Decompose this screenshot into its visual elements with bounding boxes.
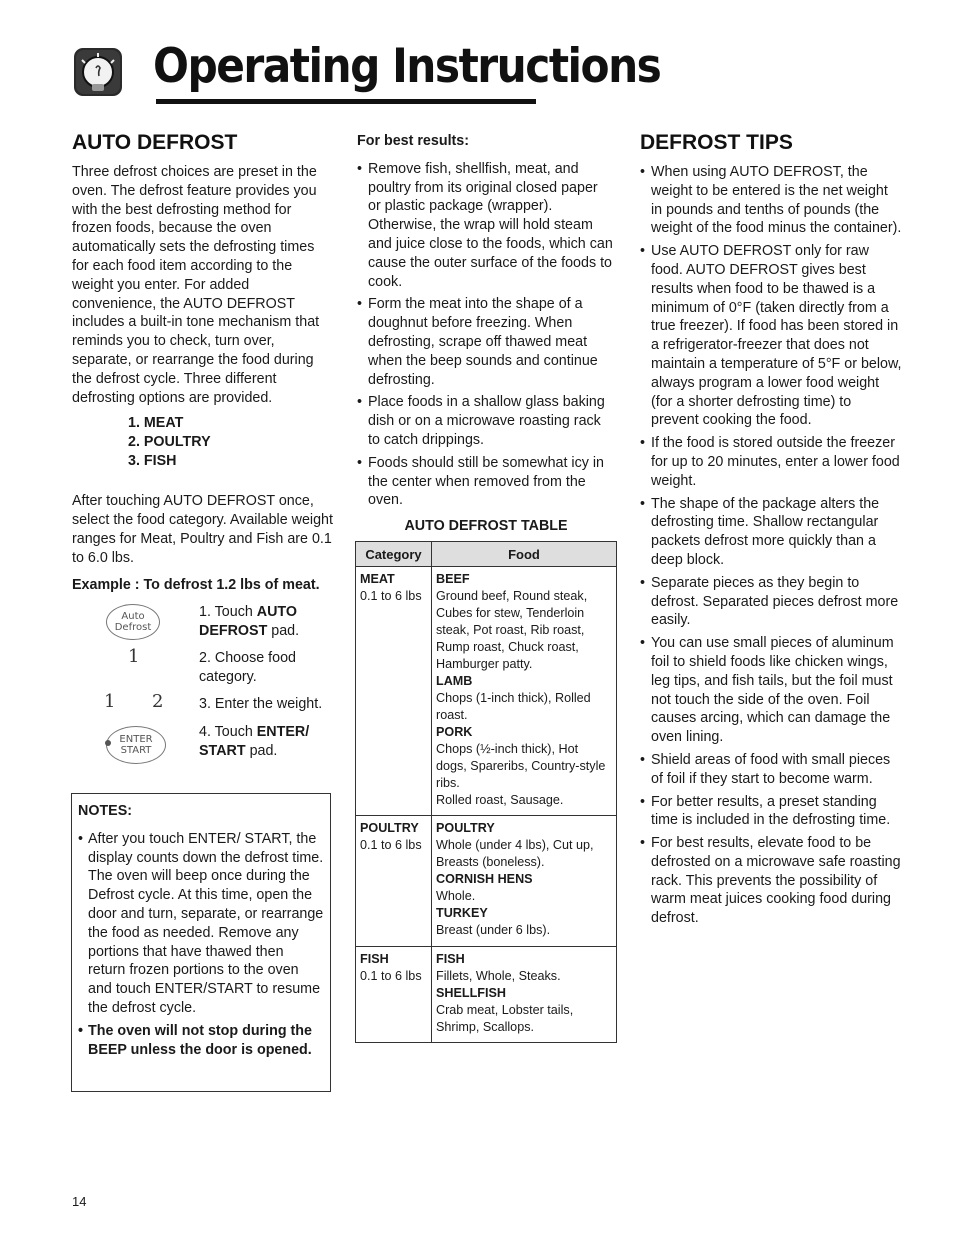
step-1-pad-name: AUTO DEFROST: [199, 604, 298, 639]
column-header-food: Food: [432, 542, 617, 567]
notes-box: [71, 793, 331, 1092]
step-3: 3. Enter the weight.: [199, 696, 323, 712]
food-cell: [432, 567, 617, 816]
number-key-1-icon: 1: [104, 691, 116, 712]
pad-label-line2: Defrost: [114, 622, 152, 633]
notes-list: [78, 830, 324, 1060]
food-items: Chops (½-inch thick), Hot dogs, Spareribs, Country-style ribs.: [436, 742, 606, 790]
best-results-section: [357, 132, 613, 514]
food-group: CORNISH HENS: [436, 872, 533, 886]
food-group: TURKEY: [436, 906, 488, 920]
food-items: Chops (1-inch thick), Rolled roast.: [436, 691, 591, 722]
category-cell: [356, 567, 432, 816]
list-item: • Separate pieces as they begin to defrost. Separated pieces defrost more easily.: [640, 574, 902, 630]
food-group: BEEF: [436, 572, 470, 586]
pad-label-line1: ENTER: [119, 734, 153, 745]
list-item: • Form the meat into the shape of a doughnut before freezing. When defrosting, scrape off thawed meat when the beep sounds and continue defrosting.: [357, 295, 613, 389]
category-meat: 1. MEAT: [128, 415, 184, 432]
table-title: AUTO DEFROST TABLE: [404, 518, 568, 534]
list-item: • If the food is stored outside the freezer for up to 20 minutes, enter a lower food weight.: [640, 434, 902, 490]
category-range: 0.1 to 6 lbs: [360, 969, 422, 983]
step-1-text: 1. Touch: [199, 604, 257, 620]
note-item: • After you touch ENTER/ START, the display counts down the defrost time. The oven will beep once during the Defrost cycle. At this time, open the door and turn, separate, or rearrange the food as needed. Remove any portions that have thawed then return frozen portions to the oven and touch ENTER/START to resume the defrost cycle.: [78, 830, 324, 1018]
category-range: 0.1 to 6 lbs: [360, 589, 422, 603]
step-4-text: 4. Touch: [199, 724, 257, 740]
best-results-heading: For best results:: [357, 133, 470, 149]
best-results-list: [357, 160, 613, 510]
auto-defrost-pad-icon: [106, 604, 160, 640]
category-name: FISH: [360, 952, 389, 966]
table-row: [356, 816, 617, 947]
food-items: Fillets, Whole, Steaks.: [436, 969, 561, 983]
category-range: 0.1 to 6 lbs: [360, 838, 422, 852]
page-title: Operating Instructions: [153, 39, 661, 94]
pad-label-line1: Auto: [121, 611, 145, 622]
title-underline: [156, 99, 536, 104]
food-cell: [432, 816, 617, 947]
pad-label-line2: START: [120, 745, 152, 756]
food-items: Whole.: [436, 889, 476, 903]
list-item: • The shape of the package alters the defrosting time. Shallow rectangular packets defrost more quickly than a deep block.: [640, 495, 902, 570]
food-items: Whole (under 4 lbs), Cut up, Breasts (boneless).: [436, 838, 594, 869]
timer-bulb-icon: [72, 46, 124, 98]
list-item: • Foods should still be somewhat icy in the center when removed from the oven.: [357, 454, 613, 510]
auto-defrost-section: [72, 130, 334, 594]
auto-defrost-intro: Three defrost choices are preset in the oven. The defrost feature provides you with the best defrosting method for frozen foods, because the oven automatically sets the defrosting times for each food item according to the weight you enter. For added convenience, the AUTO DEFROST includes a built-in tone mechanism that reminds you to check, turn over, separate, or rearrange the food during the defrost cycle. Three different defrosting options are provided.: [72, 164, 320, 406]
food-items: Ground beef, Round steak, Cubes for stew, Tenderloin steak, Pot roast, Rib roast, Rump roast, Chuck roast, Hamburger patty.: [436, 589, 588, 671]
page-number: 14: [72, 1194, 87, 1209]
food-items: Breast (under 6 lbs).: [436, 923, 551, 937]
defrost-category-list: [128, 414, 334, 471]
step-4-pad-name: ENTER/ START: [199, 724, 310, 759]
category-poultry: 2. POULTRY: [128, 434, 211, 451]
food-cell: [432, 947, 617, 1043]
food-group: SHELLFISH: [436, 986, 506, 1000]
step-1-suffix: pad.: [267, 622, 300, 639]
auto-defrost-heading: AUTO DEFROST: [72, 131, 238, 154]
list-item: • When using AUTO DEFROST, the weight to be entered is the net weight in pounds and tenths of pounds (the weight of the food minus the container).: [640, 163, 902, 238]
food-group: LAMB: [436, 674, 473, 688]
step-4: [199, 723, 334, 761]
defrost-tips-section: [640, 130, 902, 932]
defrost-tips-list: [640, 163, 902, 928]
step-4-suffix: pad.: [245, 742, 278, 759]
food-group: FISH: [436, 952, 465, 966]
food-group: PORK: [436, 725, 473, 739]
list-item: • You can use small pieces of aluminum foil to shield foods like chicken wings, leg tips, and fish tails, but the foil must not touch the side of the oven. Foil causes arcing, which can damage the oven lining.: [640, 634, 902, 747]
category-cell: [356, 816, 432, 947]
list-item: • For best results, elevate food to be defrosted on a microwave safe roasting rack. This prevents the possibility of warm meat juices cooking food during defrost.: [640, 834, 902, 928]
category-cell: [356, 947, 432, 1043]
category-fish: 3. FISH: [128, 453, 177, 470]
food-group: POULTRY: [436, 821, 495, 835]
number-key-1-icon: 1: [128, 646, 140, 667]
list-item: • Remove fish, shellfish, meat, and poultry from its original closed paper or plastic package (wrapper). Otherwise, the wrap will hold steam and juice close to the foods, which can cause the outer surface of the foods to cook.: [357, 160, 613, 292]
example-heading: Example : To defrost 1.2 lbs of meat.: [72, 576, 320, 593]
step-1: [199, 603, 334, 641]
pad-indicator-dot: [105, 740, 111, 746]
table-row: [356, 947, 617, 1043]
column-header-category: Category: [356, 542, 432, 567]
category-name: MEAT: [360, 572, 395, 586]
food-items: Crab meat, Lobster tails, Shrimp, Scallops.: [436, 1003, 574, 1034]
note-item-warning: • The oven will not stop during the BEEP unless the door is opened.: [78, 1022, 324, 1060]
step-2: 2. Choose food category.: [199, 650, 296, 685]
table-row: [356, 567, 617, 816]
list-item: • Place foods in a shallow glass baking dish or on a microwave roasting rack to catch drippings.: [357, 393, 613, 449]
defrost-tips-heading: DEFROST TIPS: [640, 131, 793, 154]
weight-range-text: After touching AUTO DEFROST once, select the food category. Available weight ranges for Meat, Poultry and Fish are 0.1 to 6.0 lbs.: [72, 493, 333, 566]
notes-title: NOTES:: [78, 803, 133, 819]
table-header-row: [356, 542, 617, 567]
category-name: POULTRY: [360, 821, 419, 835]
auto-defrost-table: [355, 541, 617, 1043]
list-item: • Use AUTO DEFROST only for raw food. AUTO DEFROST gives best results when food to be thawed is a minimum of 0°F (taken directly from a true freezer). If food has been stored in a refrigerator-freezer that does not maintain a temperature of 5°F or below, always program a lower food weight (for a shorter defrosting time) to prevent cooking the food.: [640, 242, 902, 430]
food-items: Rolled roast, Sausage.: [436, 793, 564, 807]
number-key-2-icon: 2: [152, 691, 164, 712]
list-item: • Shield areas of food with small pieces of foil if they start to become warm.: [640, 751, 902, 789]
enter-start-pad-icon: [106, 726, 166, 764]
list-item: • For better results, a preset standing time is included in the defrosting time.: [640, 793, 902, 831]
